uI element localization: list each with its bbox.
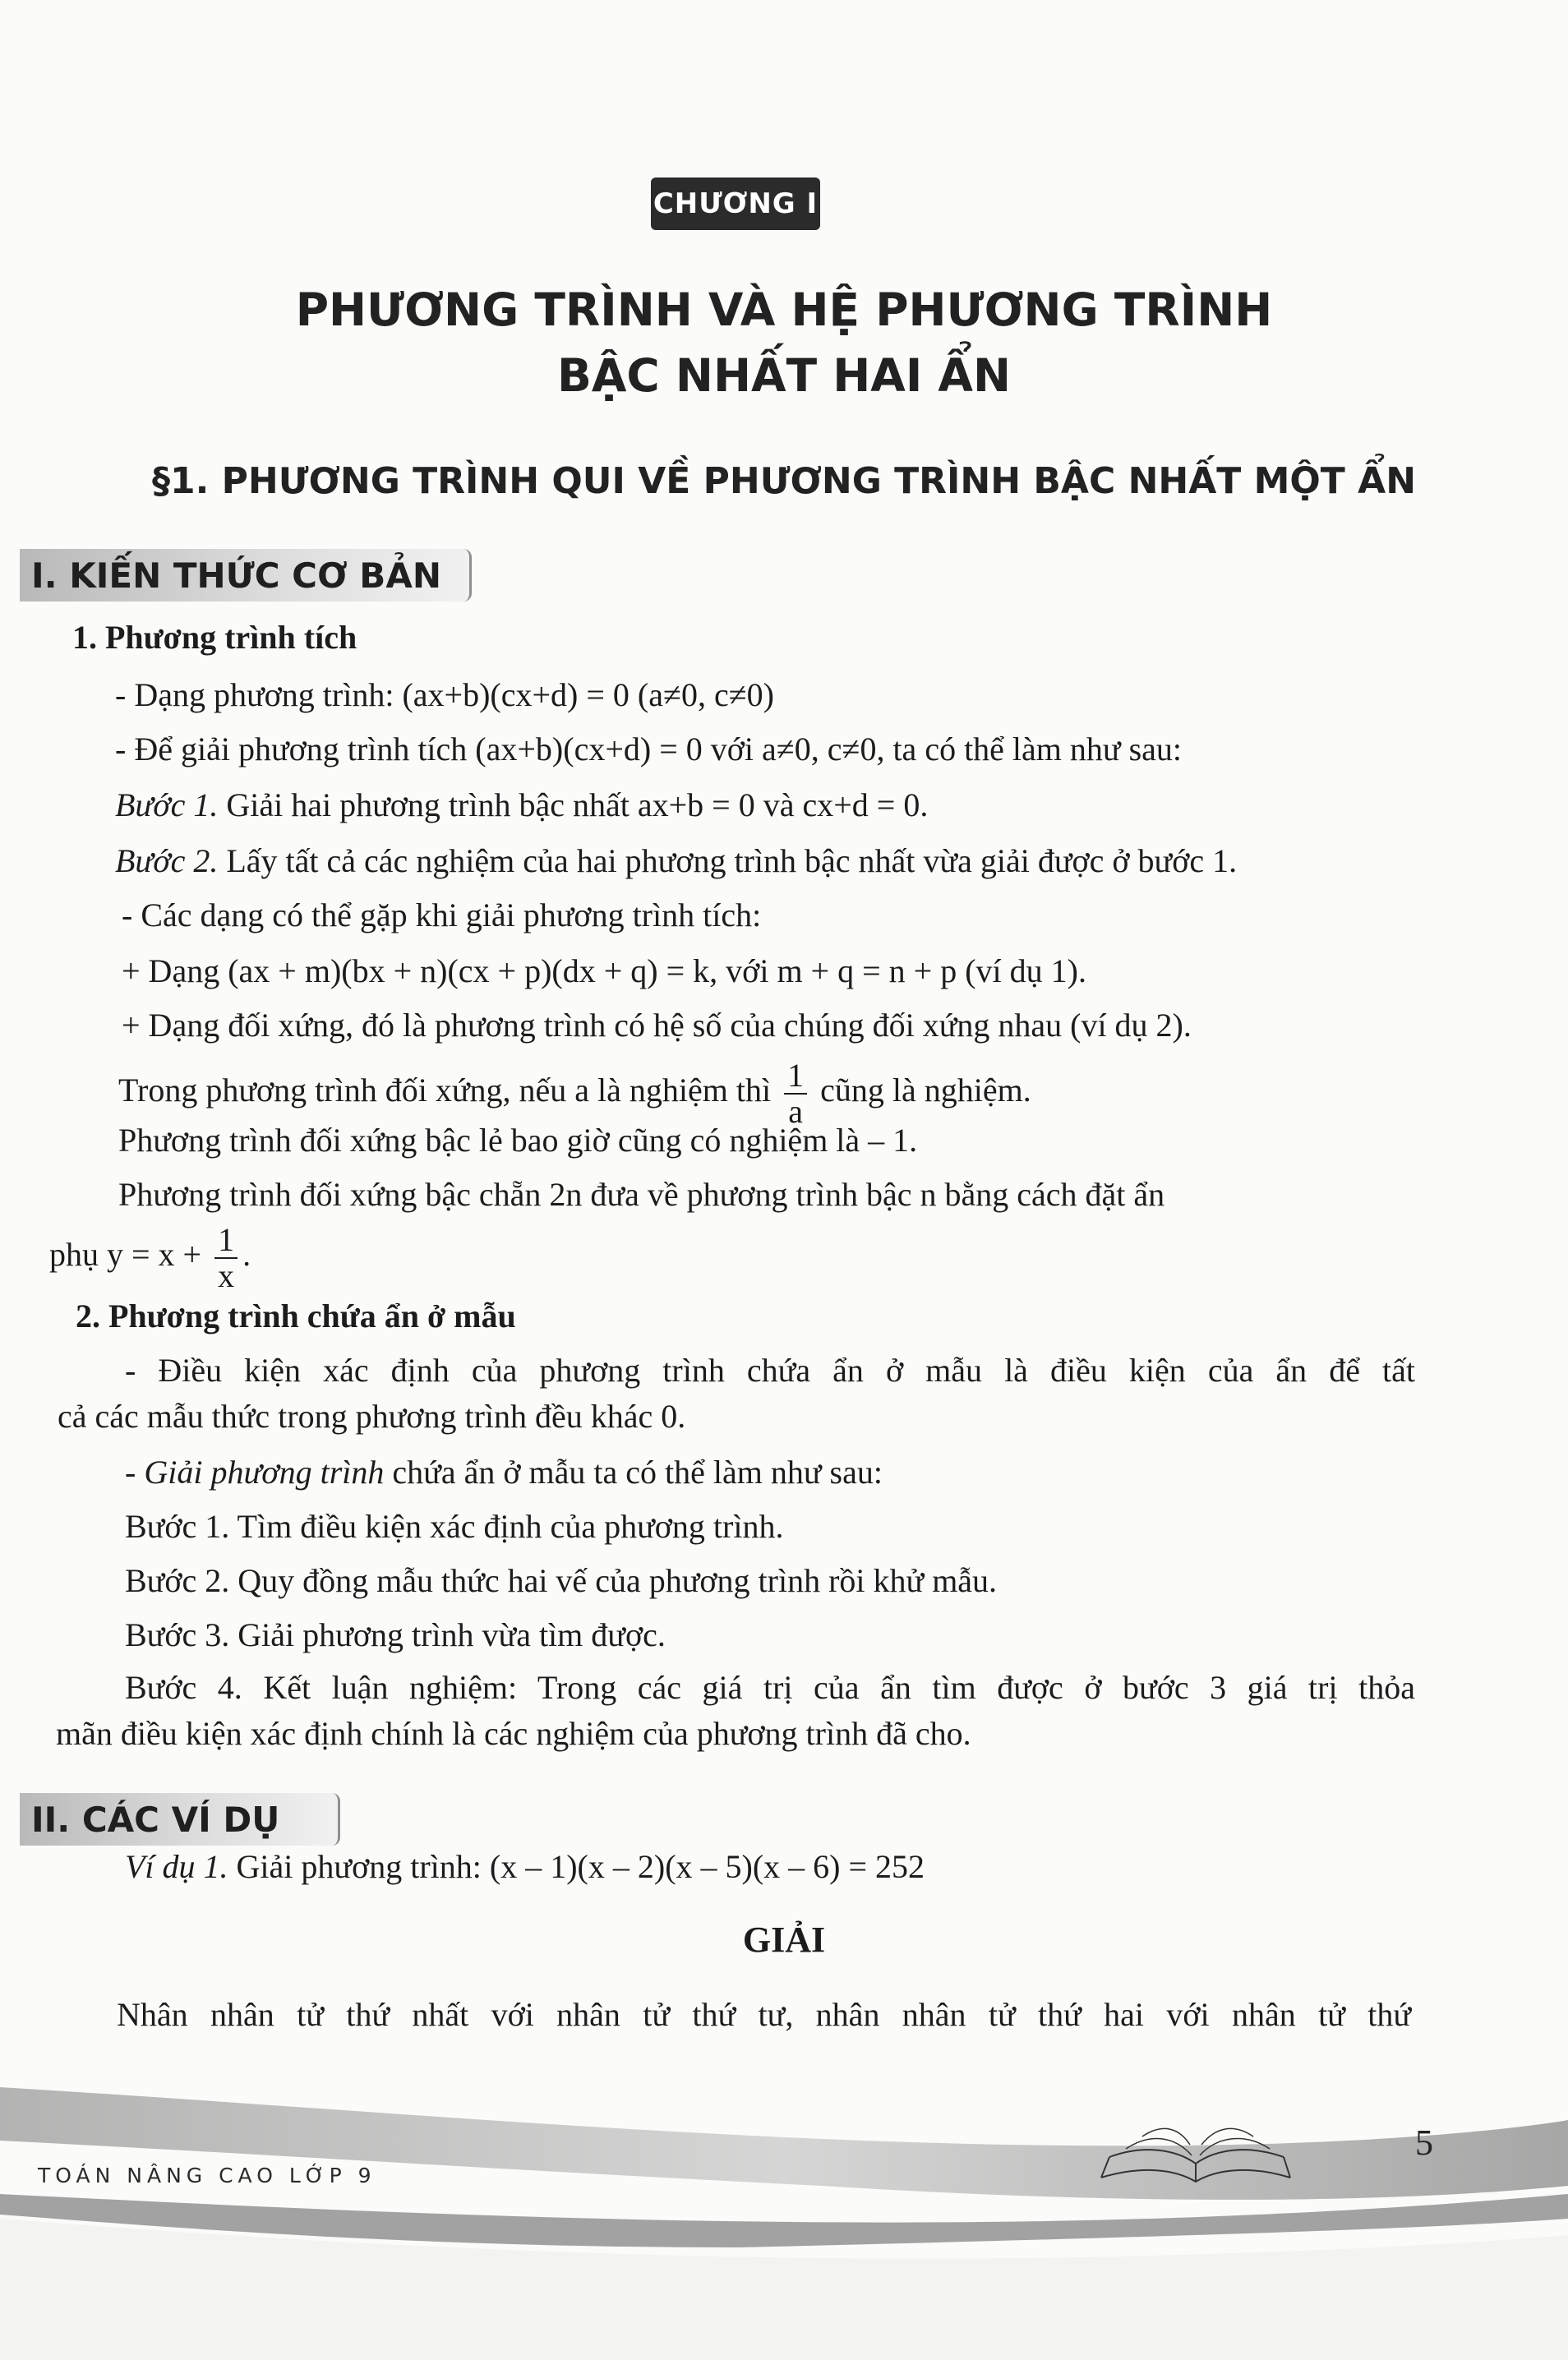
text-line-with-fraction	[118, 1058, 1031, 1129]
text-part: phụ y = x +	[49, 1236, 202, 1274]
text-line: - Để giải phương trình tích (ax+b)(cx+d) = 0 với a≠0, c≠0, ta có thể làm như sau:	[115, 731, 1183, 767]
example-label: Ví dụ 1.	[125, 1848, 228, 1885]
subsection-heading-product-equation: 1. Phương trình tích	[72, 619, 357, 656]
text-part: Trong phương trình đối xứng, nếu a là nghiệm thì	[118, 1072, 772, 1109]
banner-label: II. CÁC VÍ DỤ	[31, 1799, 280, 1840]
page-number: 5	[1415, 2123, 1433, 2163]
step-label: Bước 1.	[115, 786, 219, 823]
text-line: - Dạng phương trình: (ax+b)(cx+d) = 0 (a≠0, c≠0)	[115, 676, 774, 713]
subsection-heading-denominator-equation: 2. Phương trình chứa ẩn ở mẫu	[76, 1298, 516, 1334]
section-title: §1. PHƯƠNG TRÌNH QUI VỀ PHƯƠNG TRÌNH BẬC NHẤT MỘT ẨN	[151, 460, 1417, 502]
step-text: Giải hai phương trình bậc nhất ax+b = 0 và cx+d = 0.	[218, 786, 929, 823]
text-line	[115, 786, 928, 825]
text-line: Phương trình đối xứng bậc chẵn 2n đưa về phương trình bậc n bằng cách đặt ẩn	[118, 1176, 1165, 1213]
fraction-one-over-a	[784, 1058, 807, 1129]
chapter-title-line1: PHƯƠNG TRÌNH VÀ HỆ PHƯƠNG TRÌNH	[295, 283, 1273, 336]
text-line: mãn điều kiện xác định chính là các nghiệm của phương trình đã cho.	[56, 1715, 971, 1752]
step-line: Bước 4. Kết luận nghiệm: Trong các giá trị của ẩn tìm được ở bước 3 giá trị thỏa	[125, 1669, 1415, 1706]
step-line: Bước 1. Tìm điều kiện xác định của phương trình.	[125, 1508, 784, 1545]
text-line	[125, 1453, 883, 1492]
fraction-one-over-x	[214, 1223, 238, 1293]
italic-text: Giải phương trình	[144, 1454, 385, 1491]
chapter-title-line2: BẬC NHẤT HAI ẨN	[556, 349, 1012, 402]
banner-label: I. KIẾN THỨC CƠ BẢN	[31, 555, 441, 596]
fraction-denominator: x	[218, 1257, 235, 1294]
section-banner-examples	[20, 1793, 340, 1846]
step-text: Lấy tất cả các nghiệm của hai phương trình bậc nhất vừa giải được ở bước 1.	[218, 842, 1238, 879]
text-line	[115, 841, 1237, 881]
step-line: Bước 2. Quy đồng mẫu thức hai vế của phương trình rồi khử mẫu.	[125, 1562, 998, 1599]
text-part: cũng là nghiệm.	[820, 1072, 1031, 1109]
text-line: Nhân nhân tử thứ nhất với nhân tử thứ tư, nhân nhân tử thứ hai với nhân tử thứ	[117, 1996, 1411, 2033]
text-line: - Các dạng có thể gặp khi giải phương trình tích:	[122, 897, 762, 933]
text-line: + Dạng (ax + m)(bx + n)(cx + p)(dx + q) = k, với m + q = n + p (ví dụ 1).	[122, 952, 1086, 989]
step-label: Bước 2.	[115, 842, 219, 879]
text-line: cả các mẫu thức trong phương trình đều khác 0.	[58, 1398, 686, 1435]
example-line	[125, 1847, 925, 1887]
text-part: .	[242, 1236, 251, 1274]
open-book-icon	[1093, 2100, 1298, 2198]
text-part: -	[125, 1454, 145, 1491]
section-banner-basic-knowledge	[20, 549, 472, 602]
example-text: Giải phương trình: (x – 1)(x – 2)(x – 5)(x – 6) = 252	[228, 1848, 925, 1885]
footer-book-title: TOÁN NÂNG CAO LỚP 9	[38, 2164, 376, 2187]
text-line: + Dạng đối xứng, đó là phương trình có hệ số của chúng đối xứng nhau (ví dụ 2).	[122, 1007, 1192, 1044]
chapter-badge: CHƯƠNG I	[651, 177, 820, 230]
fraction-denominator: a	[788, 1093, 803, 1130]
text-part: chứa ẩn ở mẫu ta có thể làm như sau:	[384, 1454, 883, 1491]
fraction-numerator: 1	[784, 1058, 807, 1095]
text-line-with-fraction	[49, 1223, 251, 1293]
text-line: - Điều kiện xác định của phương trình chứa ẩn ở mẫu là điều kiện của ẩn để tất	[125, 1352, 1415, 1389]
footer-wave	[0, 2063, 1568, 2360]
text-line: Phương trình đối xứng bậc lẻ bao giờ cũng có nghiệm là – 1.	[118, 1122, 918, 1159]
step-line: Bước 3. Giải phương trình vừa tìm được.	[125, 1616, 666, 1653]
solution-heading: GIẢI	[742, 1920, 826, 1960]
fraction-numerator: 1	[214, 1223, 238, 1259]
